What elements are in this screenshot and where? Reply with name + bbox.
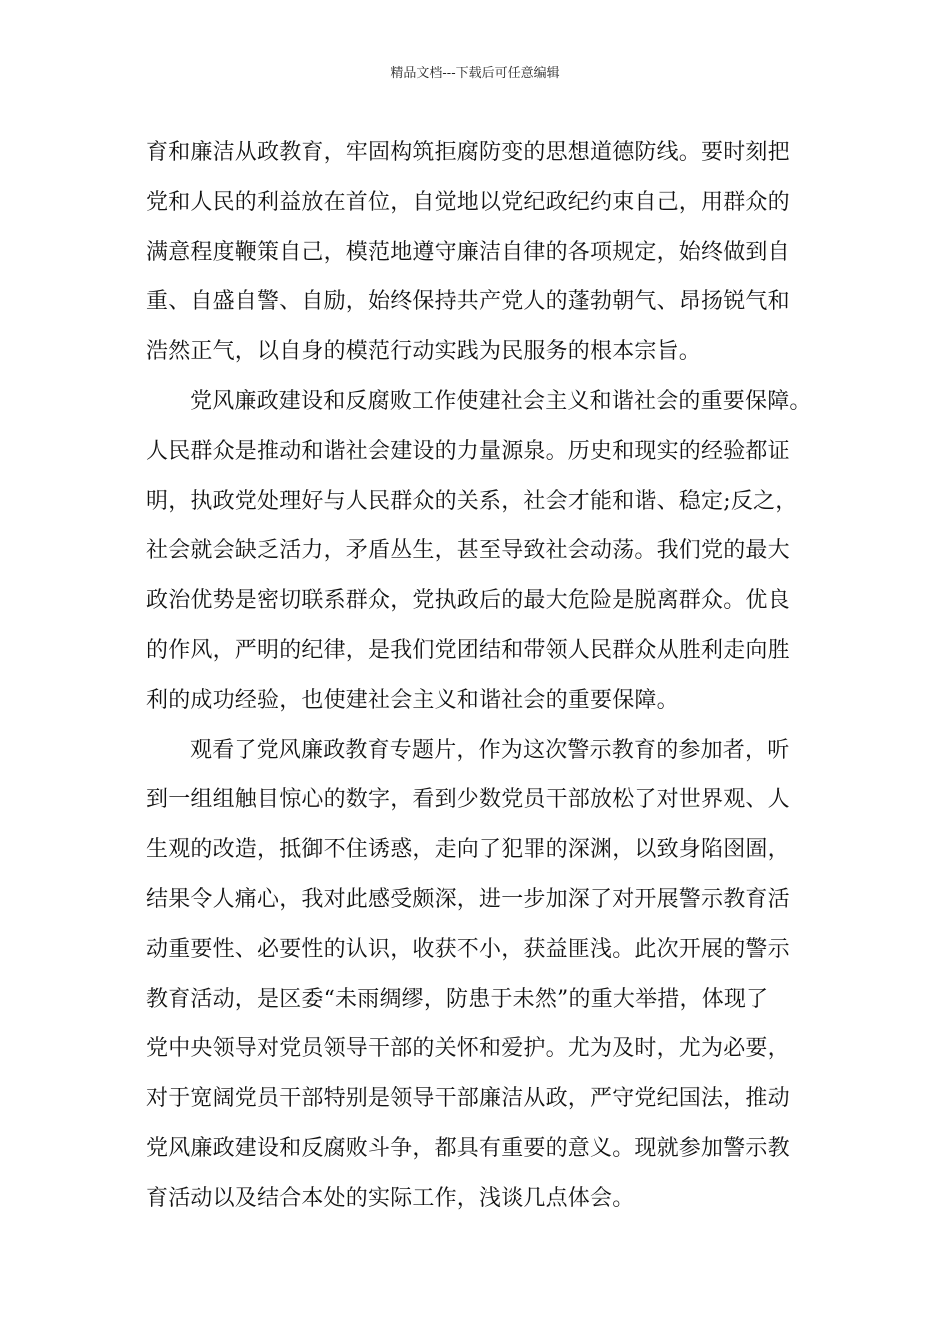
text-line: 社会就会缺乏活力，矛盾丛生，甚至导致社会动荡。我们党的最大 [146, 538, 790, 564]
text-line: 明，执政党处理好与人民群众的关系，社会才能和谐、稳定;反之， [146, 488, 798, 514]
text-line: 育活动以及结合本处的实际工作，浅谈几点体会。 [146, 1185, 635, 1211]
text-line: 的作风，严明的纪律，是我们党团结和带领人民群众从胜利走向胜 [146, 637, 790, 663]
text-line: 利的成功经验，也使建社会主义和谐社会的重要保障。 [146, 687, 679, 713]
text-line: 到一组组触目惊心的数字，看到少数党员干部放松了对世界观、人 [146, 787, 790, 813]
page-header: 精品文档---下载后可任意编辑 [390, 66, 560, 81]
text-line: 浩然正气，以自身的模范行动实践为民服务的根本宗旨。 [146, 339, 702, 365]
text-line: 对于宽阔党员干部特别是领导干部廉洁从政，严守党纪国法，推动 [146, 1086, 790, 1112]
text-line: 生观的改造，抵御不住诱惑，走向了犯罪的深渊，以致身陷囹圄， [146, 837, 790, 863]
text-line: 结果令人痛心，我对此感受颇深，进一步加深了对开展警示教育活 [146, 886, 790, 912]
paragraph-start-line: 党风廉政建设和反腐败工作使建社会主义和谐社会的重要保障。 [190, 388, 812, 414]
text-line: 人民群众是推动和谐社会建设的力量源泉。历史和现实的经验都证 [146, 438, 790, 464]
text-line: 党和人民的利益放在首位，自觉地以党纪政纪约束自己，用群众的 [146, 189, 790, 215]
text-line: 党中央领导对党员领导干部的关怀和爱护。尤为及时，尤为必要， [146, 1036, 790, 1062]
paragraph-start-line: 观看了党风廉政教育专题片，作为这次警示教育的参加者，听 [190, 737, 790, 763]
text-line: 党风廉政建设和反腐败斗争，都具有重要的意义。现就参加警示教 [146, 1135, 790, 1161]
document-body [146, 128, 816, 1224]
text-line: 满意程度鞭策自己，模范地遵守廉洁自律的各项规定，始终做到自 [146, 239, 790, 265]
text-line: 育和廉洁从政教育，牢固构筑拒腐防变的思想道德防线。要时刻把 [146, 140, 790, 165]
text-line: 政治优势是密切联系群众，党执政后的最大危险是脱离群众。优良 [146, 588, 790, 614]
text-line: 教育活动，是区委“未雨绸缪，防患于未然”的重大举措，体现了 [146, 986, 769, 1012]
text-line: 重、自盛自警、自励，始终保持共产党人的蓬勃朝气、昂扬锐气和 [146, 289, 790, 315]
text-line: 动重要性、必要性的认识，收获不小，获益匪浅。此次开展的警示 [146, 936, 790, 962]
